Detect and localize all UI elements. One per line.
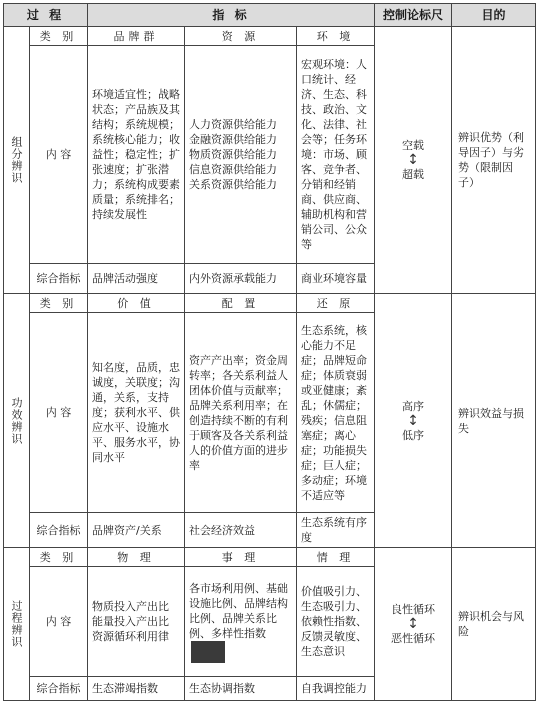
- control-bottom: 恶性循环: [391, 632, 436, 645]
- header-process: 过 程: [4, 4, 88, 27]
- category-1: 价 值: [88, 294, 185, 313]
- content-label: 内 容: [30, 46, 88, 264]
- category-2: 配 置: [185, 294, 297, 313]
- content-1: 知名度，品质，忠诚度，关联度；沟通，关系，支持度；获利水平、供应水平、设施水平、服务水平，协同水平: [88, 313, 185, 513]
- section2-goal: 辨识效益与损失: [452, 294, 536, 548]
- composite-2: 内外资源承载能力: [185, 264, 297, 294]
- content-1: 物质投入产出比 能量投入产出比 资源循环利用律: [88, 567, 185, 677]
- composite-1: 品牌活动强度: [88, 264, 185, 294]
- content-3: 生态系统，核心能力不足症；品牌短命症；体质衰弱或亚健康；紊乱；休儒症；残疾；信息阻塞症；离心症；功能损失症；巨人症；多动症；环境不适应等: [297, 313, 375, 513]
- control-bottom: 超载: [402, 168, 425, 181]
- header-control: 控制论标尺: [375, 4, 452, 27]
- category-label: 类 别: [30, 548, 88, 567]
- control-bottom: 低序: [402, 428, 425, 442]
- section3-goal: 辨识机会与风险: [452, 548, 536, 701]
- section1-goal: 辨识优势（利导因子）与劣势（限制因子）: [452, 27, 536, 294]
- ecological-identification-table: [3, 3, 536, 701]
- control-top: 空载: [402, 139, 425, 152]
- section2-process: 功效辨识: [4, 294, 30, 548]
- section2-control: [375, 294, 452, 548]
- content-2-text: 各市场利用例、基础设施比例、品牌结构比例、品牌关系比例、多样性指数: [189, 581, 288, 640]
- composite-label: 综合指标: [30, 264, 88, 294]
- composite-3: 生态系统有序度: [297, 513, 375, 548]
- header-row: [4, 4, 536, 27]
- category-label: 类 别: [30, 294, 88, 313]
- section1-category-row: [4, 27, 536, 46]
- content-label: 内 容: [30, 313, 88, 513]
- content-label: 内 容: [30, 567, 88, 677]
- up-down-arrow-icon: ↕: [407, 152, 419, 168]
- content-2: 人力资源供给能力 金融资源供给能力 物质资源供给能力 信息资源供给能力 关系资源供给能力: [185, 46, 297, 264]
- content-1: 环境适宜性；战略状态；产品族及其结构；系统规模；系统核心能力；收益性；稳定性；扩张速度；扩张潜力；系统构成要素质量；系统排名；持续发展性: [88, 46, 185, 264]
- composite-1: 生态滞竭指数: [88, 677, 185, 701]
- section3-control: [375, 548, 452, 701]
- composite-2: 社会经济效益: [185, 513, 297, 548]
- section2-category-row: [4, 294, 536, 313]
- up-down-arrow-icon: ↕: [407, 616, 419, 632]
- category-2: 事 理: [185, 548, 297, 567]
- category-1: 物 理: [88, 548, 185, 567]
- header-goal: 目的: [452, 4, 536, 27]
- redaction-block: [191, 641, 225, 663]
- category-3: 环 境: [297, 27, 375, 46]
- composite-2: 生态协调指数: [185, 677, 297, 701]
- content-3: 价值吸引力、生态吸引力、依赖性指数、反馈灵敏度、生态意识: [297, 567, 375, 677]
- category-3: 情 理: [297, 548, 375, 567]
- composite-label: 综合指标: [30, 677, 88, 701]
- composite-3: 自我调控能力: [297, 677, 375, 701]
- control-top: 高序: [402, 399, 425, 413]
- category-label: 类 别: [30, 27, 88, 46]
- category-1: 品牌群: [88, 27, 185, 46]
- section3-process: 过程辨识: [4, 548, 30, 701]
- section1-process: 组分辨识: [4, 27, 30, 294]
- composite-1: 品牌资产/关系: [88, 513, 185, 548]
- content-2: 资产产出率；资金周转率；各关系利益人团体价值与贡献率；品牌关系利用率；在创造持续不断的有利于顾客及各关系利益人的价值方面的进步率: [185, 313, 297, 513]
- composite-3: 商业环境容量: [297, 264, 375, 294]
- category-2: 资 源: [185, 27, 297, 46]
- content-3: 宏观环境：人口统计、经济、生态、科技、政治、文化、法律、社会等；任务环境：市场、顾客、竞争者、分销和经销商、供应商、辅助机构和营销公司、公众等: [297, 46, 375, 264]
- content-2: [185, 567, 297, 677]
- composite-label: 综合指标: [30, 513, 88, 548]
- up-down-arrow-icon: ↕: [407, 412, 419, 429]
- category-3: 还 原: [297, 294, 375, 313]
- header-indicators: 指 标: [88, 4, 375, 27]
- control-top: 良性循环: [391, 603, 436, 616]
- section1-control: [375, 27, 452, 294]
- section3-category-row: [4, 548, 536, 567]
